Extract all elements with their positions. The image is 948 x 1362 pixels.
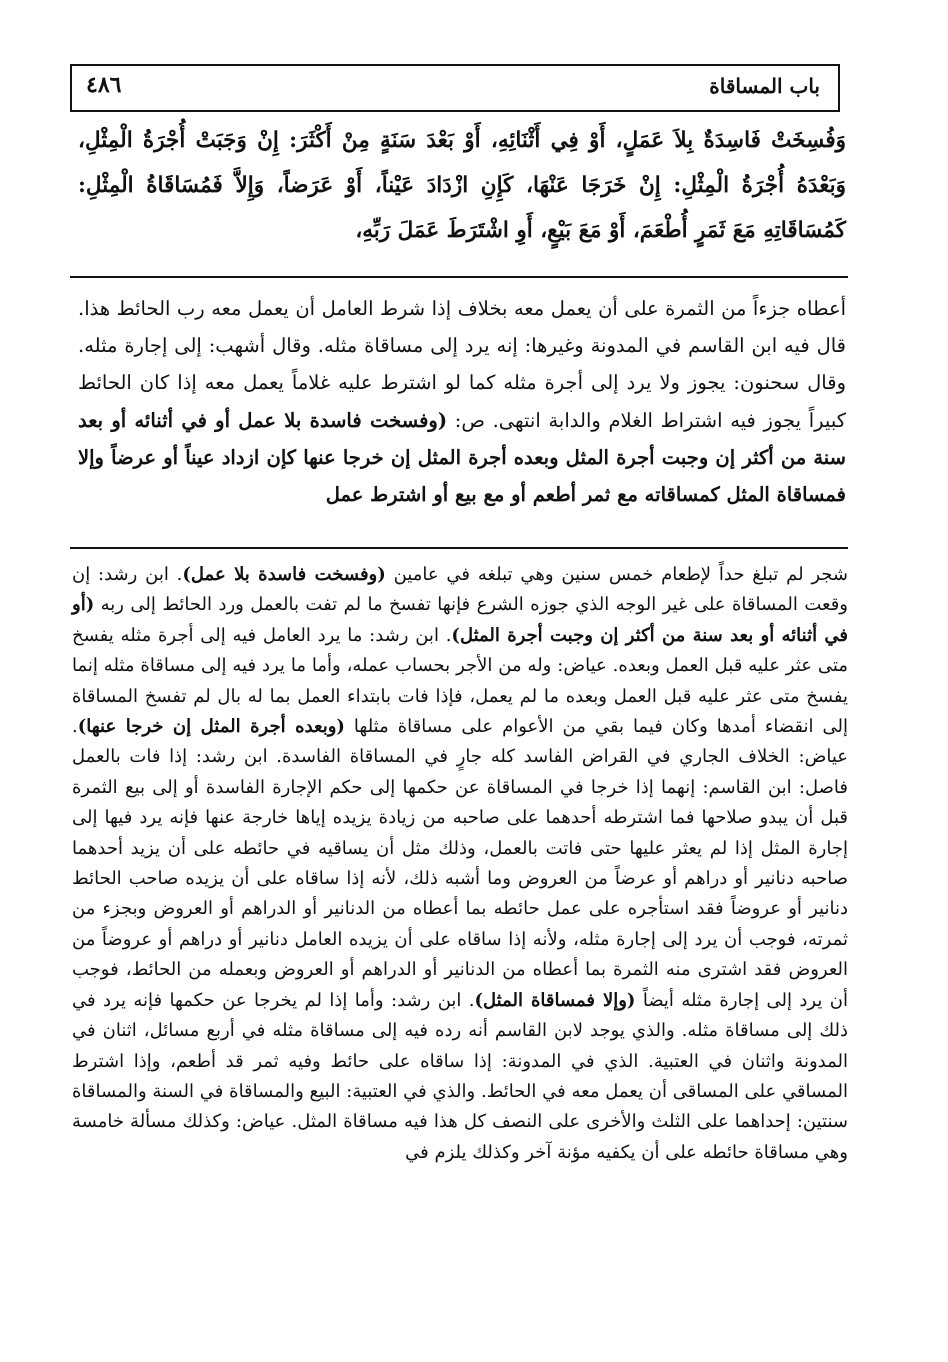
commentary-text: . ابن رشد: وأما إذا لم يخرجا عن حكمها فإنه يرد في ذلك إلى مساقاة مثله. والذي يوجد لابن القاسم أنه رده فيه إلى مساقاة مثله في أربع مسائل، اثنان في المدونة واثنان في العتبية. الذي في المدونة: إذا ساقاه على حائط وفيه ثمر قد أطعم، وإذا اشترط المساقي على المساقى أن يعمل معه في الحائط. والذي في العتبية: البيع والمساقاة في السنة والمساقاة سنتين: إحداهما على الثلث والأخرى على النصف كل هذا فيه مساقاة المثل. عياض: وكذلك مسألة خامسة وهي مساقاة حائطه على أن يكفيه مؤنة آخر وكذلك يلزم في <box>72 989 848 1163</box>
commentary-text: . ابن رشد: إن وقعت المساقاة على غير الوجه الذي جوزه الشرع فإنها تفسخ ما لم تفت بالعمل ورد الحائط إلى ربه <box>72 564 848 616</box>
section-divider-bottom <box>70 547 848 549</box>
chapter-title: باب المساقاة <box>709 74 820 98</box>
matn-text <box>78 118 846 253</box>
commentary-lower <box>72 560 848 1168</box>
quoted-matn: (وفسخت فاسدة بلا عمل أو في أثنائه أو بعد سنة من أكثر إن وجبت أجرة المثل وبعده أجرة المثل إن خرجا عنها كإن ازداد عيناً أو عرضاً وإلا فمساقاة المثل كمساقاته مع ثمر أطعم أو مع بيع أو اشترط عمل <box>78 408 846 507</box>
commentary-text: أعطاه جزءاً من الثمرة على أن يعمل معه بخلاف إذا شرط العامل أن يعمل معه رب الحائط هذا. قال فيه ابن القاسم في المدونة وغيرها: إنه يرد إلى مساقاة مثله. وقال أشهب: إلى إجارة مثله. وقال سحنون: يجوز ولا يرد إلى أجرة مثله كما لو اشترط عليه غلاماً يعمل معه إذا كان الحائط كبيراً يجوز فيه اشتراط الغلام والدابة انتهى. ص: <box>78 297 846 432</box>
commentary-upper-paragraph <box>78 290 846 513</box>
commentary-lower-paragraph <box>72 560 848 1168</box>
quoted-matn: (وبعده أجرة المثل إن خرجا عنها) <box>77 716 345 738</box>
quoted-matn: (وفسخت فاسدة بلا عمل) <box>182 564 386 585</box>
commentary-upper <box>78 290 846 513</box>
page-number: ٤٨٦ <box>86 72 122 98</box>
commentary-text: . عياض: الخلاف الجاري في القراض الفاسد كله جارٍ في المساقاة الفاسدة. ابن رشد: إذا فات بالعمل فاصل: ابن القاسم: إنهما إذا خرجا في المساقاة عن حكمها إلى حكم الإجارة الفاسدة أو إلى بيع الثمرة قبل أن يبدو صلاحها فما اشترطه أحدهما على صاحبه من زيادة يزيده إياها خارجة عنها فإنه يرد فيها إلى إجارة المثل إذا لم يعثر عليها حتى فاتت بالعمل، وذلك مثل أن يساقيه في حائطه على أن يزيد أحدهما صاحبه دنانير أو دراهم أو عرضاً من العروض وما أشبه ذلك، لأنه إذا ساقاه على أن يزيده صاحب الحائط دنانير أو عروضاً فقد استأجره على عمل حائطه بما أعطاه من الدنانير أو الدراهم أو العروض وبجزء من ثمرته، فوجب أن يرد إلى إجارة مثله، ولأنه إذا ساقاه على أن يزيده العامل دنانير أو دراهم أو عروضاً من العروض فقد اشترى منه الثمرة بما أعطاه من الدنانير أو الدراهم أو العروض وبعمله من الحائط، فوجب أن يرد إلى إجارة مثله أيضاً <box>72 716 848 1011</box>
quoted-matn: (وإلا فمساقاة المثل) <box>474 989 636 1011</box>
running-header <box>70 64 840 112</box>
commentary-text: شجر لم تبلغ حداً لإطعام خمس سنين وهي تبلغه في عامين <box>385 564 849 585</box>
matn-paragraph: وَفُسِخَتْ فَاسِدَةٌ بِلاَ عَمَلٍ، أَوْ فِي أَثْنَائِهِ، أَوْ بَعْدَ سَنَةٍ مِنْ أَكْثَرَ: إِنْ وَجَبَتْ أُجْرَةُ الْمِثْلِ، وَبَعْدَهُ أُجْرَةُ الْمِثْلِ: إِنْ خَرَجَا عَنْهَا، كَإِنِ ازْدَادَ عَيْناً، أَوْ عَرَضاً، وَإِلاَّ فَمُسَاقَاةُ الْمِثْلِ: كَمُسَاقَاتِهِ مَعَ ثَمَرٍ أُطْعَمَ، أَوْ مَعَ بَيْعٍ، أَوِ اشْتَرَطَ عَمَلَ رَبِّهِ، <box>78 128 846 243</box>
section-divider-top <box>70 276 848 278</box>
quoted-matn: (أو في أثنائه أو بعد سنة من أكثر إن وجبت أجرة المثل) <box>72 594 848 646</box>
commentary-text: . ابن رشد: ما يرد العامل فيه إلى أجرة مثله يفسخ متى عثر عليه قبل العمل وبعده. عياض: وله من الأجر بحساب عمله، وأما ما يرد فيه إلى مساقاة مثله إنما يفسخ متى عثر عليه قبل العمل وبعده ما لم يعمل، فإذا فات بابتداء العمل بما له بال لم تفسخ المساقاة إلى انقضاء أمدها وكان فيما بقي من الأعوام على مساقاة مثلها <box>72 624 848 738</box>
